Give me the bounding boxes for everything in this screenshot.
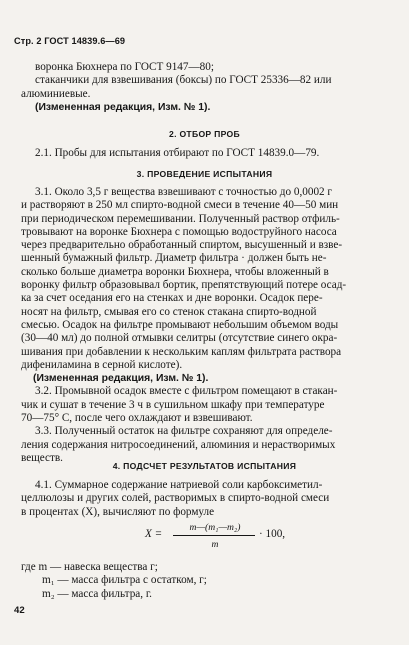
paragraph-line: 3.3. Полученный остаток на фильтре сохраняют для определе-: [35, 425, 333, 438]
paragraph-line: чик и сушат в течение 3 ч в сушильном шкафу при температуре: [21, 398, 325, 411]
paragraph-line: шивания при добавлении к нескольким каплям фильтрата раствора: [21, 345, 342, 358]
definition-line: m₂ — масса фильтра, г.: [42, 587, 152, 600]
paragraph-line: целлюлозы и других солей, растворимых в спирто-водной смеси: [21, 492, 330, 505]
amendment-note: (Измененная редакция, Изм. № 1).: [33, 373, 209, 385]
paragraph-line: смесью. Осадок на фильтре промывают небольшим объемом воды: [21, 318, 339, 331]
paragraph-line: ления содержания нитросоединений, алюминия и нерастворимых: [21, 438, 336, 451]
formula-tail: · 100,: [259, 528, 286, 540]
formula: [145, 518, 295, 554]
equipment-line: стаканчики для взвешивания (боксы) по ГОСТ 25336—82 или: [35, 74, 332, 87]
paragraph-line: ка за счет оседания его на стенках и дне воронки. Осадок пере-: [21, 292, 323, 305]
paragraph-line: воронку фильтр образовывал бортик, препятствующий потере осад-: [21, 279, 347, 292]
section-title-calculation: 4. ПОДСЧЕТ РЕЗУЛЬТАТОВ ИСПЫТАНИЯ: [112, 461, 297, 471]
paragraph-line: дифениламина в серной кислоте).: [21, 358, 183, 371]
calculation-paragraph-4-1: [21, 479, 393, 519]
paragraph-line: 4.1. Суммарное содержание натриевой соли карбоксиметил-: [35, 479, 323, 491]
definition-line: где m — навеска вещества г;: [21, 561, 158, 573]
page-number: 42: [14, 605, 25, 616]
paragraph-line: (30—40 мл) до полной отмывки селитры (отсутствие синего окра-: [21, 332, 338, 345]
paragraph-line: и растворяют в 250 мл спирто-водной смеси в течение 40—50 мин: [21, 199, 339, 212]
section-title-procedure: 3. ПРОВЕДЕНИЕ ИСПЫТАНИЯ: [136, 169, 273, 179]
equipment-line: алюминиевые.: [21, 87, 91, 100]
formula-numerator: m—(m₁—m₂): [189, 522, 241, 533]
paragraph-line: в процентах (X), вычисляют по формуле: [21, 505, 215, 518]
paragraph-line: 70—75° С, после чего охлаждают и взвешивают.: [21, 412, 253, 425]
fraction-bar: [173, 535, 255, 536]
procedure-paragraph-3-1: [21, 186, 393, 465]
section-title-sampling: 2. ОТБОР ПРОБ: [168, 129, 241, 139]
paragraph-line: при периодическом перемешивании. Полученный раствор отфиль-: [21, 212, 340, 225]
equipment-line: воронка Бюхнера по ГОСТ 9147—80;: [35, 61, 214, 73]
definition-line: m₁ — масса фильтра с остатком, г;: [42, 574, 207, 587]
paragraph-line: носят на фильтр, смывая его со стенок стакана спирто-водной: [21, 305, 317, 318]
equipment-list: [21, 61, 393, 114]
page-header: Стр. 2 ГОСТ 14839.6—69: [14, 36, 126, 46]
paragraph-line: 2.1. Пробы для испытания отбирают по ГОСТ 14839.0—79.: [35, 147, 320, 159]
amendment-note: (Измененная редакция, Изм. № 1).: [35, 101, 211, 113]
variable-definitions: [21, 561, 393, 601]
paragraph-line: тровывают на воронке Бюхнера с помощью водоструйного насоса: [21, 225, 337, 238]
paragraph-line: 3.2. Промывной осадок вместе с фильтром помещают в стакан-: [35, 385, 338, 398]
sampling-paragraph: [21, 147, 393, 160]
paragraph-line: сколько больше диаметра воронки Бюхнера, чтобы вложенный в: [21, 265, 329, 278]
paragraph-line: 3.1. Около 3,5 г вещества взвешивают с точностью до 0,0002 г: [35, 186, 333, 198]
paragraph-line: через предварительно обработанный спиртом, высушенный и взве-: [21, 239, 343, 252]
formula-lhs: X =: [145, 528, 163, 540]
formula-denominator: m: [211, 539, 219, 550]
paragraph-line: шенный бумажный фильтр. Диаметр фильтра · должен быть не-: [21, 252, 327, 265]
paragraph-line: веществ.: [21, 451, 63, 464]
